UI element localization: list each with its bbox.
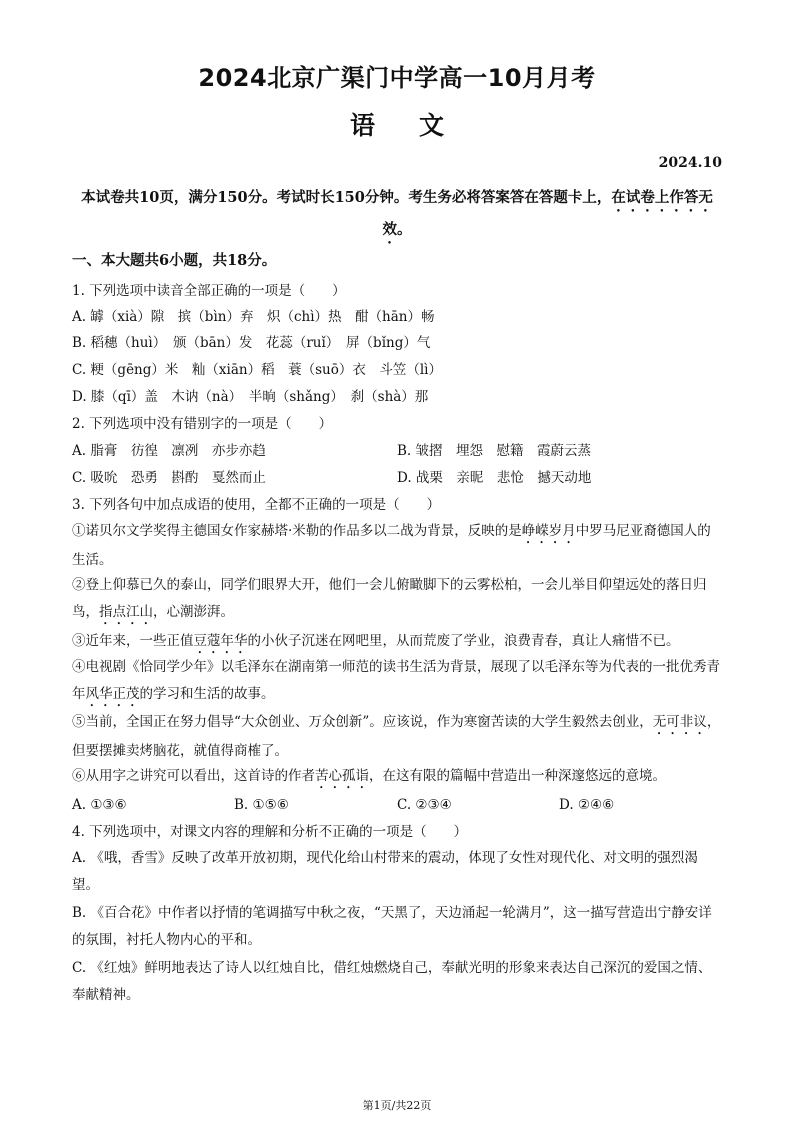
subject-char-2: 文 (419, 111, 445, 140)
q3-s6-idiom: 苦心孤诣 (315, 768, 369, 784)
q3-s2-text-end: ，心潮澎湃。 (153, 604, 234, 620)
q3-s6-text: ⑥从用字之讲究可以看出，这首诗的作者 (72, 768, 315, 784)
q3-s5-text: ⑤当前，全国正在努力倡导“大众创业、万众创新”。应该说，作为寒窗苦读的大学生毅然去创业， (72, 714, 653, 730)
q3-s1-text-end: 中罗马尼亚裔德国人的生活。 (72, 523, 711, 568)
q3-sentence-4 (72, 654, 722, 710)
q3-option-a: A. ①③⑥ (72, 797, 127, 813)
q3-s3-text-end: 的小伙子沉迷在网吧里，从而荒废了学业，浪费青春，真让人痛惜不已。 (247, 633, 680, 649)
q3-sentence-1 (72, 518, 722, 574)
q3-s2-idiom: 指点江山 (99, 604, 153, 620)
q3-s3-text: ③近年来，一些正值 (72, 633, 194, 649)
q2-option-c: C. 吸吮 恐勇 斟酌 戛然而止 (72, 470, 266, 486)
q3-stem: 3. 下列各句中加点成语的使用，全都不正确的一项是（ ） (72, 497, 441, 513)
q3-s2-text: ②登上仰慕已久的泰山，同学们眼界大开，他们一会儿俯瞰脚下的云雾松柏，一会儿举目仰望远处的落日归鸟， (72, 577, 707, 620)
q3-sentence-6 (72, 763, 722, 792)
notice-emphasis: 在试卷上作答无效 (382, 189, 713, 238)
q4-option-c: C. 《红烛》鲜明地表达了诗人以红烛自比，借红烛燃烧自己，奉献光明的形象来表达自己深沉的爱国之情、奉献精神。 (72, 960, 712, 1003)
q1-option-b: B. 稻穗（huì） 颁（bān）发 花蕊（ruǐ） 屏（bǐng）气 (72, 335, 431, 351)
exam-title: 2024北京广渠门中学高一10月月考 (198, 64, 596, 92)
q3-option-d: D. ②④⑥ (559, 797, 615, 813)
q2-option-b: B. 皱摺 埋怨 慰籍 霞蔚云蒸 (397, 443, 592, 459)
q2-stem: 2. 下列选项中没有错别字的一项是（ ） (72, 416, 333, 432)
page-footer: 第1页/共22页 (362, 1099, 432, 1112)
q4-option-a: A. 《哦，香雪》反映了改革开放初期，现代化给山村带来的震动，体现了女性对现代化、对文明的强烈渴望。 (72, 850, 698, 893)
exam-notice (72, 183, 722, 247)
q3-s4-idiom: 风华正茂 (85, 686, 140, 702)
q2-option-a: A. 脂膏 彷徨 凛冽 亦步亦趋 (72, 443, 266, 459)
subject-char-1: 语 (349, 111, 375, 140)
section-heading: 一、本大题共6小题，共18分。 (72, 252, 277, 269)
notice-text: 本试卷共10页，满分150分。考试时长150分钟。考生务必将答案答在答题卡上， (81, 189, 612, 206)
q3-s6-text-end: ，在这有限的篇幅中营造出一种深邃悠远的意境。 (369, 768, 666, 784)
q1-option-d: D. 膝（qī）盖 木讷（nà） 半晌（shǎng） 刹（shà）那 (72, 389, 429, 405)
q1-option-a: A. 罅（xià）隙 摈（bìn）弃 炽（chì）热 酣（hān）畅 (72, 309, 435, 325)
q3-s4-text-end: 的学习和生活的故事。 (139, 686, 275, 702)
q3-s4-text: ④电视剧《恰同学少年》以毛泽东在湖南第一师范的读书生活为背景，展现了以毛泽东等为代表的一批优秀青年 (72, 659, 720, 702)
q3-s5-text-end: ，但要摆摊卖烤脑花，就值得商榷了。 (72, 714, 721, 759)
q3-sentence-3 (72, 628, 722, 657)
q3-s5-idiom: 无可非议 (652, 714, 707, 730)
notice-end: 。 (397, 221, 412, 238)
q4-option-b: B. 《百合花》中作者以抒情的笔调描写中秋之夜，“天黑了，天边涌起一轮满月”，这一描写营造出宁静安详的氛围，衬托人物内心的平和。 (72, 905, 712, 948)
q3-option-b: B. ①⑤⑥ (234, 797, 289, 813)
q3-s1-idiom: 峥嵘岁月 (521, 523, 576, 539)
q1-stem: 1. 下列选项中读音全部正确的一项是（ ） (72, 283, 346, 299)
exam-date: 2024.10 (658, 155, 722, 171)
q3-sentence-2 (72, 572, 722, 628)
subject-heading (0, 106, 794, 142)
q4-stem: 4. 下列选项中，对课文内容的理解和分析不正确的一项是（ ） (72, 824, 468, 840)
q3-s1-text: ①诺贝尔文学奖得主德国女作家赫塔·米勒的作品多以二战为背景，反映的是 (72, 523, 522, 539)
q2-option-d: D. 战栗 亲昵 悲怆 撼天动地 (397, 470, 592, 486)
q1-option-c: C. 粳（gēng）米 籼（xiān）稻 蓑（suō）衣 斗笠（lì） (72, 362, 442, 378)
q3-option-c: C. ②③④ (397, 797, 452, 813)
q3-s3-idiom: 豆蔻年华 (193, 633, 248, 649)
q3-sentence-5 (72, 709, 722, 765)
